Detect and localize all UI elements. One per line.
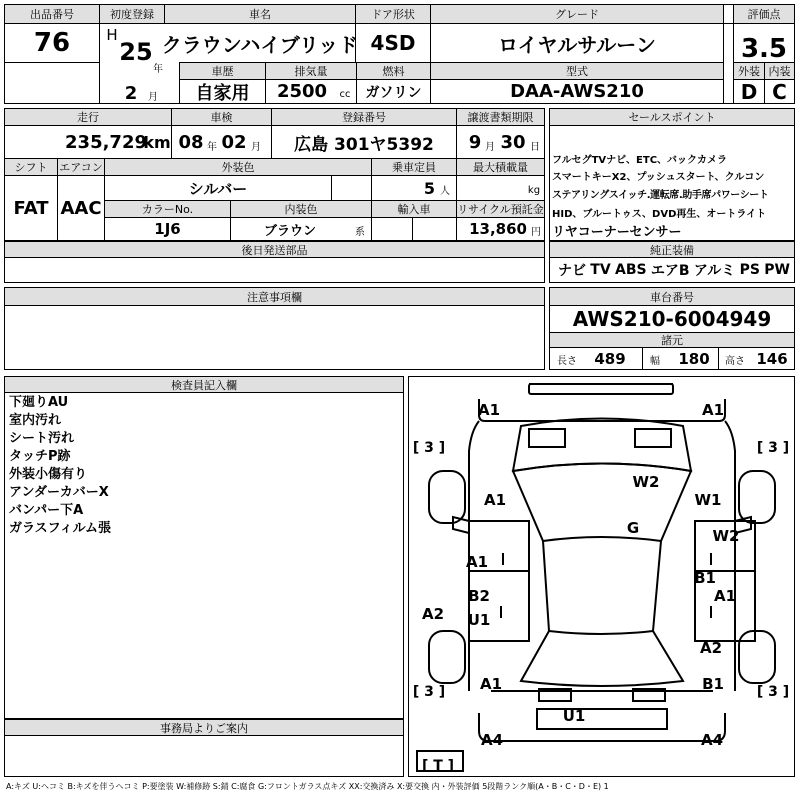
capacity-label: 乗車定員 [372, 159, 456, 175]
sales-line: フルセグTVナビ、ETC、バックカメラ [552, 155, 728, 166]
chassis-box [549, 287, 795, 370]
sales-line: HID、ブルートゥス、DVD再生、オートライト [552, 209, 767, 220]
first-reg-month-unit: 月 [148, 91, 158, 103]
inspection-year: 08 [178, 131, 204, 153]
lot-value: 76 [33, 28, 71, 58]
transfer-day-unit: 日 [530, 141, 540, 153]
mileage-label: 走行 [5, 109, 171, 125]
mark-3-right-front: [ 3 ] [756, 440, 790, 456]
displacement-unit: cc [339, 88, 351, 100]
transfer-day: 30 [500, 131, 526, 153]
mark-g-center: G [626, 519, 640, 537]
model-value: DAA-AWS210 [510, 81, 644, 102]
first-reg-year: 25 [119, 38, 153, 66]
ext-color-label: 外装色 [105, 159, 371, 175]
shift-value: FAT [13, 197, 49, 219]
door-label: ドア形状 [356, 5, 430, 23]
mileage-value: 235,729 [65, 131, 147, 153]
mark-a4-right: A4 [700, 731, 724, 749]
fuel-label: 燃料 [357, 63, 430, 79]
office-label: 事務局よりご案内 [5, 720, 403, 735]
first-reg-month: 2 [124, 82, 138, 104]
mark-u1-bottom: U1 [562, 707, 586, 725]
specs-label: 諸元 [550, 333, 794, 347]
int-color-unit: 系 [355, 226, 365, 238]
interior-label: 内装 [765, 63, 794, 79]
shift-label: シフト [5, 159, 57, 175]
int-color-label: 内装色 [231, 201, 371, 217]
length-value: 489 [594, 349, 626, 368]
height-value: 146 [756, 349, 788, 368]
grade-value: ロイヤルサルーン [498, 32, 656, 57]
width-label: 幅 [650, 355, 660, 367]
mark-b2-left: B2 [468, 587, 490, 605]
equipment-item-navi: ナビ [558, 263, 586, 279]
mark-a2-right: A2 [699, 639, 723, 657]
color-no-label: カラーNo. [105, 201, 230, 217]
notes-label: 注意事項欄 [5, 288, 544, 305]
mark-t-bottom: [ T ] [421, 758, 455, 774]
inspector-line: ガラスフィルム張 [9, 521, 112, 536]
mark-b1-right-rear: B1 [702, 675, 724, 693]
sales-line: スマートキーX2、プッシュスタート、クルコン [552, 172, 765, 183]
equipment-item-tv: TV [590, 262, 611, 278]
car-name-value: クラウンハイブリッド [161, 32, 359, 57]
load-label: 最大積載量 [457, 159, 544, 175]
transfer-month: 9 [468, 131, 482, 153]
exterior-value: D [740, 79, 758, 104]
office-box [4, 719, 404, 777]
chassis-label: 車台番号 [550, 288, 794, 305]
equipment-item-abs: ABS [614, 262, 647, 278]
mark-a2-left: A2 [421, 605, 445, 623]
length-label: 長さ [557, 355, 577, 367]
inspector-box [4, 376, 404, 719]
sales-label: セールスポイント [550, 109, 794, 125]
mark-3-right-rear: [ 3 ] [756, 684, 790, 700]
vehicle-info-box [4, 108, 545, 241]
transfer-label: 譲渡書類期限 [457, 109, 544, 125]
later-parts-label: 後日発送部品 [5, 242, 544, 257]
first-reg-label: 初度登録 [100, 5, 164, 23]
plate-value: 広島 301ヤ5392 [294, 134, 434, 155]
equipment-box [549, 241, 795, 283]
inspector-label: 検査員記入欄 [5, 377, 403, 392]
capacity-unit: 人 [440, 185, 450, 197]
interior-value: C [772, 79, 787, 104]
inspector-line: シート汚れ [9, 431, 75, 446]
sales-line: リヤコーナーセンサー [552, 225, 682, 240]
equipment-item-pw: PW [764, 262, 790, 278]
inspector-line: 室内汚れ [9, 413, 62, 428]
inspection-year-unit: 年 [207, 141, 217, 153]
equipment-label: 純正装備 [550, 242, 794, 257]
mark-a1-right-door: A1 [713, 587, 737, 605]
int-color-value: ブラウン [263, 223, 316, 239]
fuel-value: ガソリン [365, 84, 422, 101]
inspection-month-unit: 月 [251, 141, 261, 153]
history-label: 車歴 [180, 63, 265, 79]
score-label: 評価点 [734, 5, 794, 23]
inspector-line: タッチP跡 [9, 449, 71, 464]
chassis-value: AWS210-6004949 [572, 307, 772, 331]
inspector-line: バンパー下A [9, 503, 84, 518]
car-outline [409, 377, 794, 776]
mark-u1-left: U1 [467, 611, 491, 629]
exterior-label: 外装 [734, 63, 764, 79]
car-name-label: 車名 [165, 5, 355, 23]
inspector-line: 外装小傷有り [9, 467, 88, 482]
recycle-label: リサイクル預託金 [457, 203, 544, 216]
mark-b1-right: B1 [694, 569, 716, 587]
later-parts-box [4, 241, 545, 283]
mileage-unit: km [143, 132, 171, 152]
mark-3-left-rear: [ 3 ] [412, 684, 446, 700]
mark-w2-right: W2 [712, 527, 740, 545]
displacement-value: 2500 [276, 81, 328, 102]
mark-w1-right: W1 [694, 491, 722, 509]
inspection-label: 車検 [172, 109, 271, 125]
mark-a1-tr: A1 [701, 401, 725, 419]
import-label: 輸入車 [372, 201, 456, 217]
ext-color-value: シルバー [188, 179, 248, 198]
recycle-unit: 円 [531, 226, 541, 238]
mark-a1-left: A1 [483, 491, 507, 509]
capacity-value: 5 [423, 178, 435, 198]
first-reg-year-unit: 年 [153, 63, 163, 75]
mark-a1-tl: A1 [477, 401, 501, 419]
mark-a1-left-rear: A1 [479, 675, 503, 693]
first-reg-era: H [106, 26, 118, 44]
mark-3-left-front: [ 3 ] [412, 440, 446, 456]
mark-a1-left-door: A1 [465, 553, 489, 571]
legend-footer: A:キズ U:ヘコミ B:キズを伴うヘコミ P:要塗装 W:補修跡 S:錆 C:腐食 G:フロントガラス点キズ XX:交換済み X:要交換 内・外装評価 5段階ランク順(A・B・C・D・E) 1 [6, 782, 609, 791]
transfer-month-unit: 月 [485, 141, 495, 153]
grade-label: グレード [431, 5, 723, 23]
recycle-value: 13,860 [469, 220, 527, 238]
history-value: 自家用 [195, 82, 250, 104]
inspection-month: 02 [221, 131, 247, 153]
width-value: 180 [678, 349, 710, 368]
plate-label: 登録番号 [272, 109, 456, 125]
height-label: 高さ [725, 355, 745, 367]
inspector-line: アンダーカバーX [9, 485, 109, 500]
inspector-line: 下廻りAU [9, 395, 69, 410]
door-value: 4SD [370, 31, 416, 55]
equipment-item-airbag: エアB [650, 263, 690, 279]
sales-points-box [549, 108, 795, 241]
load-unit: kg [527, 184, 541, 196]
sales-line: ステアリングスイッチ.運転席.助手席パワーシート [552, 190, 769, 201]
ac-value: AAC [60, 197, 102, 219]
notes-box [4, 287, 545, 370]
ac-label: エアコン [59, 161, 103, 174]
mark-a4-left: A4 [480, 731, 504, 749]
car-diagram [408, 376, 795, 777]
score-value: 3.5 [740, 34, 788, 64]
lot-label: 出品番号 [5, 5, 99, 23]
color-no-value: 1J6 [154, 220, 181, 238]
displacement-label: 排気量 [266, 63, 356, 79]
equipment-item-ps: PS [739, 262, 760, 278]
mark-w2-top: W2 [632, 473, 660, 491]
equipment-item-alloy: アルミ [693, 263, 736, 279]
header-box [4, 4, 795, 104]
model-label: 型式 [431, 63, 723, 79]
